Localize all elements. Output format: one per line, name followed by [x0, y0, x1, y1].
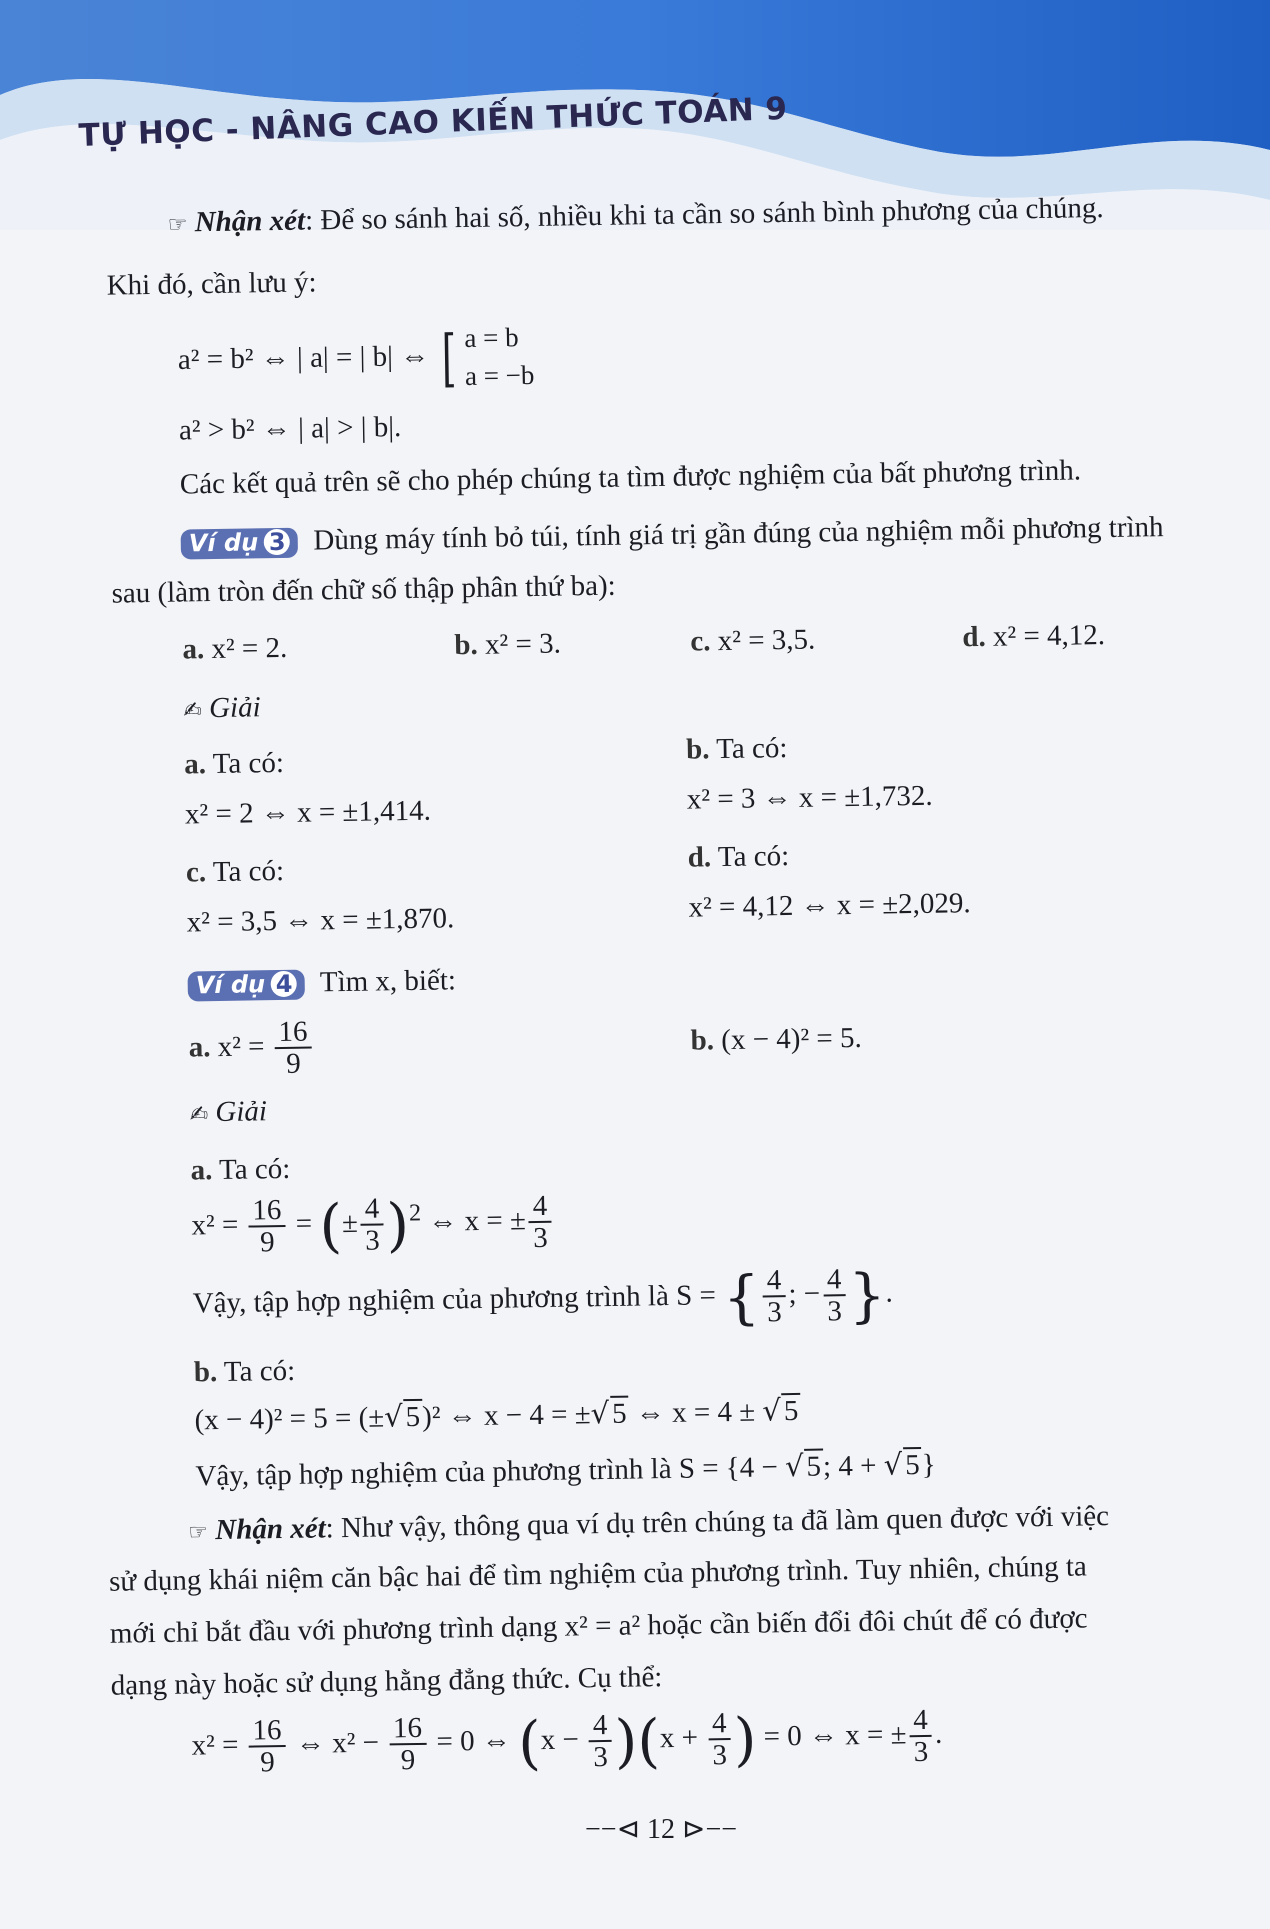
- solution-heading: ✍ Giải: [183, 691, 261, 725]
- formula-equal-squares: [177, 319, 534, 400]
- page-number: −−⊲ 12 ⊳−−: [585, 1814, 738, 1845]
- bracket: [: [440, 320, 457, 395]
- example-4-heading: [187, 964, 456, 1002]
- sol-b-eq: x² = 3 ⇔ x = ±1,732.: [686, 779, 933, 816]
- part-a: a. x² = 2.: [182, 631, 288, 666]
- solution-heading-2: ✍ Giải: [189, 1095, 268, 1129]
- example-badge: Ví dụ 3: [181, 528, 299, 559]
- part-b: b. x² = 3.: [454, 627, 562, 662]
- formula-greater-squares: a² > b² ⇔ | a| > | b|.: [178, 411, 402, 447]
- ex4-sol-a-set: Vậy, tập hợp nghiệm của phương trình là S = { $\frac{4}{3}$ ; − $\frac{4}{3}$ }.: [192, 1260, 894, 1332]
- remark-1-line-2: Khi đó, cần lưu ý:: [106, 266, 317, 302]
- remark-2-line-1: ☞ Nhận xét: Như vậy, thông qua ví dụ trên chúng ta đã làm quen được với việc: [188, 1500, 1110, 1547]
- pencil-icon: ✍: [183, 698, 203, 724]
- example-4-text: Tìm x, biết:: [319, 964, 457, 999]
- example-badge: Ví dụ 4: [188, 970, 306, 1001]
- sol-d-eq: x² = 4,12 ⇔ x = ±2,029.: [688, 887, 971, 924]
- ex4-sol-a-intro: a. Ta có:: [190, 1152, 291, 1187]
- example-3-text-2: sau (làm tròn đến chữ số thập phân thứ ba):: [111, 569, 616, 610]
- header-title: TỰ HỌC - NÂNG CAO KIẾN THỨC TOÁN 9: [78, 90, 789, 154]
- formula-lhs: a² = b² ⇔ | a| = | b| ⇔: [177, 340, 430, 377]
- remark-text: : Để so sánh hai số, nhiều khi ta cần so sánh bình phương của chúng.: [304, 191, 1104, 237]
- example-3-heading: [181, 511, 1164, 560]
- sol-a-eq: x² = 2 ⇔ x = ±1,414.: [184, 794, 432, 831]
- remark-1-conclusion: Các kết quả trên sẽ cho phép chúng ta tìm được nghiệm của bất phương trình.: [179, 454, 1082, 501]
- pointing-hand-icon: ☞: [188, 1520, 209, 1546]
- ex4-sol-a-formula: x² = $\frac{16}{9}$ = (± $\frac{4}{3}$ )$^2$ ⇔ x = ± $\frac{4}{3}$: [191, 1191, 555, 1260]
- ex4-sol-b-formula: (x − 4)² = 5 = (±√5)² ⇔ x − 4 = ±√5 ⇔ x = 4 ± √5: [194, 1393, 800, 1438]
- sol-c-eq: x² = 3,5 ⇔ x = ±1,870.: [186, 902, 455, 939]
- case-2: a = −b: [464, 359, 535, 391]
- cases-block: [436, 319, 535, 396]
- example-3-text: Dùng máy tính bỏ túi, tính giá trị gần đúng của nghiệm mỗi phương trình: [313, 511, 1164, 557]
- remark-2-line-3: mới chỉ bắt đầu với phương trình dạng x² = a² hoặc cần biến đổi đôi chút để có được: [109, 1602, 1088, 1650]
- remark-label: Nhận xét: [194, 204, 306, 239]
- ex4-part-b: b. (x − 4)² = 5.: [690, 1021, 862, 1057]
- sol-a-intro: a. Ta có:: [183, 746, 285, 781]
- case-1: a = b: [464, 322, 519, 354]
- remark-2-line-2: sử dụng khái niệm căn bậc hai để tìm nghiệm của phương trình. Tuy nhiên, chúng ta: [108, 1550, 1088, 1598]
- remark-1-line-1: [167, 192, 1103, 240]
- remark-2-line-4: dạng này hoặc sử dụng hằng đẳng thức. Cụ thể:: [110, 1661, 663, 1702]
- part-d: d. x² = 4,12.: [962, 619, 1106, 654]
- part-c: c. x² = 3,5.: [690, 623, 816, 658]
- ex4-sol-b-set: Vậy, tập hợp nghiệm của phương trình là S = {4 − √5; 4 + √5}: [195, 1447, 936, 1493]
- pencil-icon: ✍: [189, 1102, 209, 1128]
- sol-b-intro: b. Ta có:: [685, 732, 788, 766]
- sol-d-intro: d. Ta có:: [687, 840, 790, 874]
- ex4-part-a: a. x² = $\frac{16}{9}$: [188, 1016, 315, 1081]
- sol-c-intro: c. Ta có:: [185, 854, 285, 889]
- final-formula: x² = $\frac{16}{9}$ ⇔ x² − $\frac{16}{9}$ = 0 ⇔ (x − $\frac{4}{3}$ )(x + $\frac{4}{3}$ ) = 0 ⇔ x = ± $\frac{4}{3}$ .: [191, 1703, 943, 1779]
- pointing-hand-icon: ☞: [167, 212, 188, 238]
- ex4-sol-b-intro: b. Ta có:: [193, 1354, 296, 1389]
